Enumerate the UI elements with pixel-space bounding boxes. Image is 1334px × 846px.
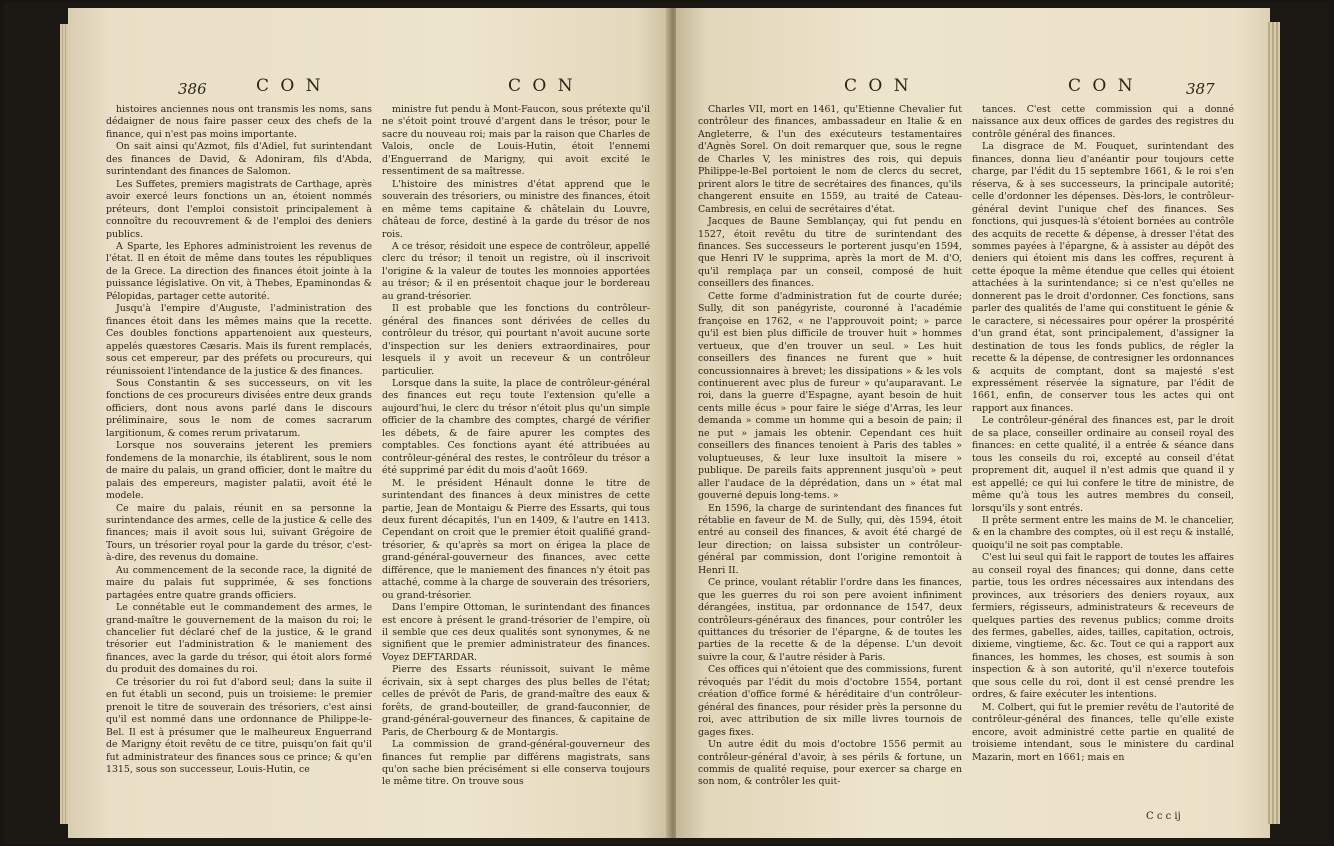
paragraph: Ces offices qui n'étoient que des commissions, furent révoqués par l'édit du mois d'octobre 1554, portant création d'office formé & héréditaire d'un contrôleur-général des finances, pour résider près la personne du roi, avec attribution de six mille livres tournois de gages fixes. xyxy=(698,664,962,738)
paragraph: Le connétable eut le commandement des armes, le grand-maître le gouvernement de la maison du roi; le chancelier fut déclaré chef de la justice, & le grand trésorier eut l'administration & le maniement des finances, avec la garde du trésor, qui étoit alors formé du produit des domaines du roi. xyxy=(106,602,372,676)
paragraph: On sait ainsi qu'Azmot, fils d'Adiel, fut surintendant des finances de David, & Adoniram, fils d'Abda, surintendant des finances de Salomon. xyxy=(106,141,372,178)
paragraph: ministre fut pendu à Mont-Faucon, sous prétexte qu'il ne s'étoit point trouvé d'argent dans le trésor, pour le sacre du nouveau roi; mais par la raison que Charles de Valois, oncle de Louis-Hutin, étoit l'ennemi d'Enguerrand de Marigny, qui avoit excité le ressentiment de sa maîtresse. xyxy=(382,104,650,178)
paragraph: Lorsque nos souverains jeterent les premiers fondemens de la monarchie, ils établirent, sous le nom de maire du palais, un grand officier, dont le maître du palais des empereurs, magister palatii, avoit été le modele. xyxy=(106,440,372,502)
paragraph: C'est lui seul qui fait le rapport de toutes les affaires au conseil royal des finances; qui donne, dans cette partie, tous les ordres nécessaires aux intendans des provinces, aux trésoriers des deniers royaux, aux fermiers, régisseurs, administrateurs & receveurs de quelques parties des revenus publics; comme droits des fermes, gabelles, aides, tailles, capitation, octrois, dixieme, vingtieme, &c. &c. Tout ce qui a rapport aux finances, les hommes, les choses, est soumis à son inspection & à son autorité, qu'il n'exerce toutefois que sous celle du roi, dont il est censé prendre les ordres, & faire exécuter les intentions. xyxy=(972,552,1234,701)
text-column xyxy=(382,104,650,804)
paragraph: Il est probable que les fonctions du contrôleur-général des finances sont dérivées de celles du contrôleur du trésor, qui pourtant n'avoit aucune sorte d'inspection sur les deniers extraordinaires, pour lesquels il y avoit un receveur & un contrôleur particulier. xyxy=(382,303,650,377)
right-page xyxy=(676,8,1270,838)
paragraph: En 1596, la charge de surintendant des finances fut rétablie en faveur de M. de Sully, qui, dès 1594, étoit entré au conseil des finances, & avoit été chargé de leur direction; on laissa subsister un contrôleur-général par commission, dont l'origine remontoit à Henri II. xyxy=(698,502,962,576)
paragraph: Il prête serment entre les mains de M. le chancelier, & en la chambre des comptes, où il est reçu & installé, quoiqu'il ne soit pas comptable. xyxy=(972,514,1234,551)
paragraph: Charles VII, mort en 1461, qu'Etienne Chevalier fut contrôleur des finances, ambassadeur en Italie & en Angleterre, & l'un des exécuteurs testamentaires d'Agnès Sorel. On doit remarquer que, sous le regne de Charles V, les ministres des rois, qui depuis Philippe-le-Bel portoient le nom de clercs du secret, prirent alors le titre de secrétaires des finances, qu'ils changerent ensuite en 1559, au traité de Cateau-Cambresis, en celui de secrétaires d'état. xyxy=(698,104,962,215)
text-column xyxy=(972,104,1234,804)
paragraph: Ce maire du palais, réunit en sa personne la surintendance des armes, celle de la justice & celle des finances; mais il avoit sous lui, suivant Grégoire de Tours, un trésorier royal pour la garde du trésor, c'est-à-dire, des revenus du domaine. xyxy=(106,502,372,564)
running-head: C O N xyxy=(844,76,912,96)
page-number: 386 xyxy=(178,80,207,98)
paragraph: La commission de grand-général-gouverneur des finances fut remplie par différens magistrats, sans qu'on sache bien précisément si elle conserva toujours le même titre. On trouve sous xyxy=(382,739,650,788)
paragraph: Dans l'empire Ottoman, le surintendant des finances est encore à présent le grand-trésorier de l'empire, où il semble que ces deux qualités sont synonymes, & ne signifient que le premier administrateur des finances. Voyez DEFTARDAR. xyxy=(382,602,650,663)
text-column xyxy=(106,104,372,804)
running-head: C O N xyxy=(256,76,324,96)
paragraph: tances. C'est cette commission qui a donné naissance aux deux offices de gardes des registres du contrôle général des finances. xyxy=(972,104,1234,140)
running-head: C O N xyxy=(508,76,576,96)
paragraph: Ce prince, voulant rétablir l'ordre dans les finances, que les guerres du roi son pere avoient infiniment dérangées, institua, par ordonnance de 1547, deux contrôleurs-généraux des finances, pour contrôler les quittances du trésorier de l'épargne, & de toutes les parties de la recette & de la dépense. L'un devoit suivre la cour, & l'autre résider à Paris. xyxy=(698,577,962,663)
paragraph: A ce trésor, résidoit une espece de contrôleur, appellé clerc du trésor; il tenoit un registre, où il inscrivoit l'origine & la valeur de toutes les monnoies apportées au trésor; & il en présentoit chaque jour le bordereau au grand-trésorier. xyxy=(382,240,650,302)
paragraph: Un autre édit du mois d'octobre 1556 permit au contrôleur-général d'avoir, à ses périls & fortune, un commis de qualité requise, pour exercer sa charge en son nom, & contrôler les quit- xyxy=(698,739,962,788)
paragraph: Les Suffetes, premiers magistrats de Carthage, après avoir exercé leurs fonctions un an, étoient nommés préteurs, dont l'emploi consistoit principalement à connoître du recouvrement & de l'emploi des deniers publics. xyxy=(106,178,372,240)
paragraph: Jusqu'à l'empire d'Auguste, l'administration des finances étoit dans les mêmes mains que la recette. Ces doubles fonctions appartenoient aux questeurs, appelés quæstores Cæsaris. Mais ils furent remplacés, sous cet empereur, par des préfets ou procureurs, qui réunissoient l'intendance de la justice & des finances. xyxy=(106,303,372,377)
paragraph: M. le président Hénault donne le titre de surintendant des finances à deux ministres de cette partie, Jean de Montaigu & Pierre des Essarts, qui tous deux furent décapités, l'un en 1409, & l'autre en 1413. Cependant on croit que le premier étoit qualifié grand-trésorier, & qu'après sa mort on érigea la place de grand-général-gouverneur des finances, avec cette différence, que le maniement des finances n'y étoit pas attaché, comme à la charge de souverain des trésoriers, ou grand-trésorier. xyxy=(382,477,650,601)
paragraph: Le contrôleur-général des finances est, par le droit de sa place, conseiller ordinaire au conseil royal des finances: en cette qualité, il a entrée & séance dans tous les conseils du roi, excepté au conseil d'état proprement dit, auquel il n'est admis que quand il y est appellé; ce qui lui confere le titre de ministre, de même qu'à tous les autres membres du conseil, lorsqu'ils y sont entrés. xyxy=(972,415,1234,514)
text-column xyxy=(698,104,962,804)
paragraph: Ce trésorier du roi fut d'abord seul; dans la suite il en fut établi un second, puis un troisieme: le premier prenoit le titre de souverain des trésoriers, c'est ainsi qu'il est nommé dans une ordonnance de Philippe-le-Bel. Il est à présumer que le malheureux Enguerrand de Marigny étoit revêtu de ce titre, puisqu'on fait qu'il fut administrateur des finances sous ce prince; & qu'en 1315, sous son successeur, Louis-Hutin, ce xyxy=(106,676,372,776)
paragraph: Cette forme d'administration fut de courte durée; Sully, dit son panégyriste, couronné à l'académie françoise en 1762, « ne l'approuvoit point; » parce qu'il est bien plus difficile de trouver huit » hommes vertueux, que d'en trouver un seul. » Les huit conseillers des finances ne furent que » huit concussionnaires à brevet; les dissipations » & les vols continuerent avec plus de fureur » qu'auparavant. Le roi, dans la guerre d'Espagne, ayant besoin de huit cents mille écus » pour faire le siége d'Arras, les leur demanda » comme un homme qui a besoin de pain; il ne put » jamais les obtenir. Cependant ces huit conseillers des finances tenoient à Paris des tables » voluptueuses, & leur luxe insultoit la misere » publique. De pareils faits apprennent jusqu'où » peut aller l'audace de la déprédation, dans un » état mal gouverné depuis long-tems. » xyxy=(698,290,962,502)
paragraph: Sous Constantin & ses successeurs, on vit les fonctions de ces procureurs divisées entre deux grands officiers, dont nous avons parlé dans le discours préliminaire, sous le nom de comes sacrarum largitionum, & comes rerum privatarum. xyxy=(106,377,372,439)
paragraph: M. Colbert, qui fut le premier revêtu de l'autorité de contrôleur-général des finances, telle qu'elle existe encore, avoit administré cette partie en qualité de troisieme intendant, sous le ministere du cardinal Mazarin, mort en 1661; mais en xyxy=(972,701,1234,763)
page-number: 387 xyxy=(1186,80,1215,98)
paragraph: Lorsque dans la suite, la place de contrôleur-général des finances eut reçu toute l'extension qu'elle a aujourd'hui, le clerc du trésor n'étoit plus qu'un simple officier de la chambre des comptes, chargé de vérifier les débets, & de faire apurer les comptes des comptables. Ces fonctions ayant été attribuées au contrôleur-général des restes, le contrôleur du trésor a été supprimé par édit du mois d'août 1669. xyxy=(382,377,650,477)
paragraph: histoires anciennes nous ont transmis les noms, sans dédaigner de nous faire passer ceux des chefs de la finance, qui n'est pas moins importante. xyxy=(106,104,372,140)
book-spread xyxy=(4,2,1330,844)
right-page-edges xyxy=(1268,22,1280,824)
paragraph: Jacques de Baune Semblançay, qui fut pendu en 1527, étoit revêtu du titre de surintendant des finances. Ses successeurs le porterent jusqu'en 1594, que Henri IV le supprima, après la mort de M. d'O, qu'il remplaça par un conseil, composé de huit conseillers des finances. xyxy=(698,216,962,290)
paragraph: L'histoire des ministres d'état apprend que le souverain des trésoriers, ou ministre des finances, étoit en même tems capitaine & châtelain du Louvre, château de force, destiné à la garde du trésor de nos rois. xyxy=(382,178,650,240)
signature-mark: C c c ij xyxy=(1146,811,1181,822)
left-page xyxy=(68,8,672,838)
paragraph: La disgrace de M. Fouquet, surintendant des finances, donna lieu d'anéantir pour toujours cette charge, par l'édit du 15 septembre 1661, & le roi s'en réserva, & à ses successeurs, la principale autorité; celle d'ordonner les dépenses. Dès-lors, le contrôleur-général devint l'unique chef des finances. Ses fonctions, qui jusques-là s'étoient bornées au contrôle des acquits de recette & dépense, à dresser l'état des sommes payées à l'épargne, & à assister au dépôt des deniers qui étoient mis dans les coffres, reçurent à cette époque la même étendue que celles qui étoient attachées à la surintendance; si ce n'est qu'elles ne donnerent pas le droit d'ordonner. Ces fonctions, sans parler des qualités de l'ame qui constituent le génie & le caractere, si nécessaires pour opérer la prospérité d'un grand état, sont principalement, d'assigner la destination de tous les fonds publics, de régler la recette & la dépense, de contresigner les ordonnances & acquits de comptant, dont sa majesté s'est expressément réservée la signature, par l'édit de 1661, enfin, de conserver tous les actes qui ont rapport aux finances. xyxy=(972,141,1234,414)
paragraph: Pierre des Essarts réunissoit, suivant le même écrivain, six à sept charges des plus belles de l'état; celles de prévôt de Paris, de grand-maître des eaux & forêts, de grand-bouteiller, de grand-fauconnier, de grand-général-gouverneur des finances, & capitaine de Paris, de Cherbourg & de Montargis. xyxy=(382,664,650,738)
paragraph: Au commencement de la seconde race, la dignité de maire du palais fut supprimée, & ses fonctions partagées entre quatre grands officiers. xyxy=(106,564,372,601)
paragraph: A Sparte, les Ephores administroient les revenus de l'état. Il en étoit de même dans toutes les républiques de la Grece. La direction des finances étoit jointe à la puissance législative. On vit, à Thebes, Epaminondas & Pélopidas, partager cette autorité. xyxy=(106,240,372,302)
running-head: C O N xyxy=(1068,76,1136,96)
